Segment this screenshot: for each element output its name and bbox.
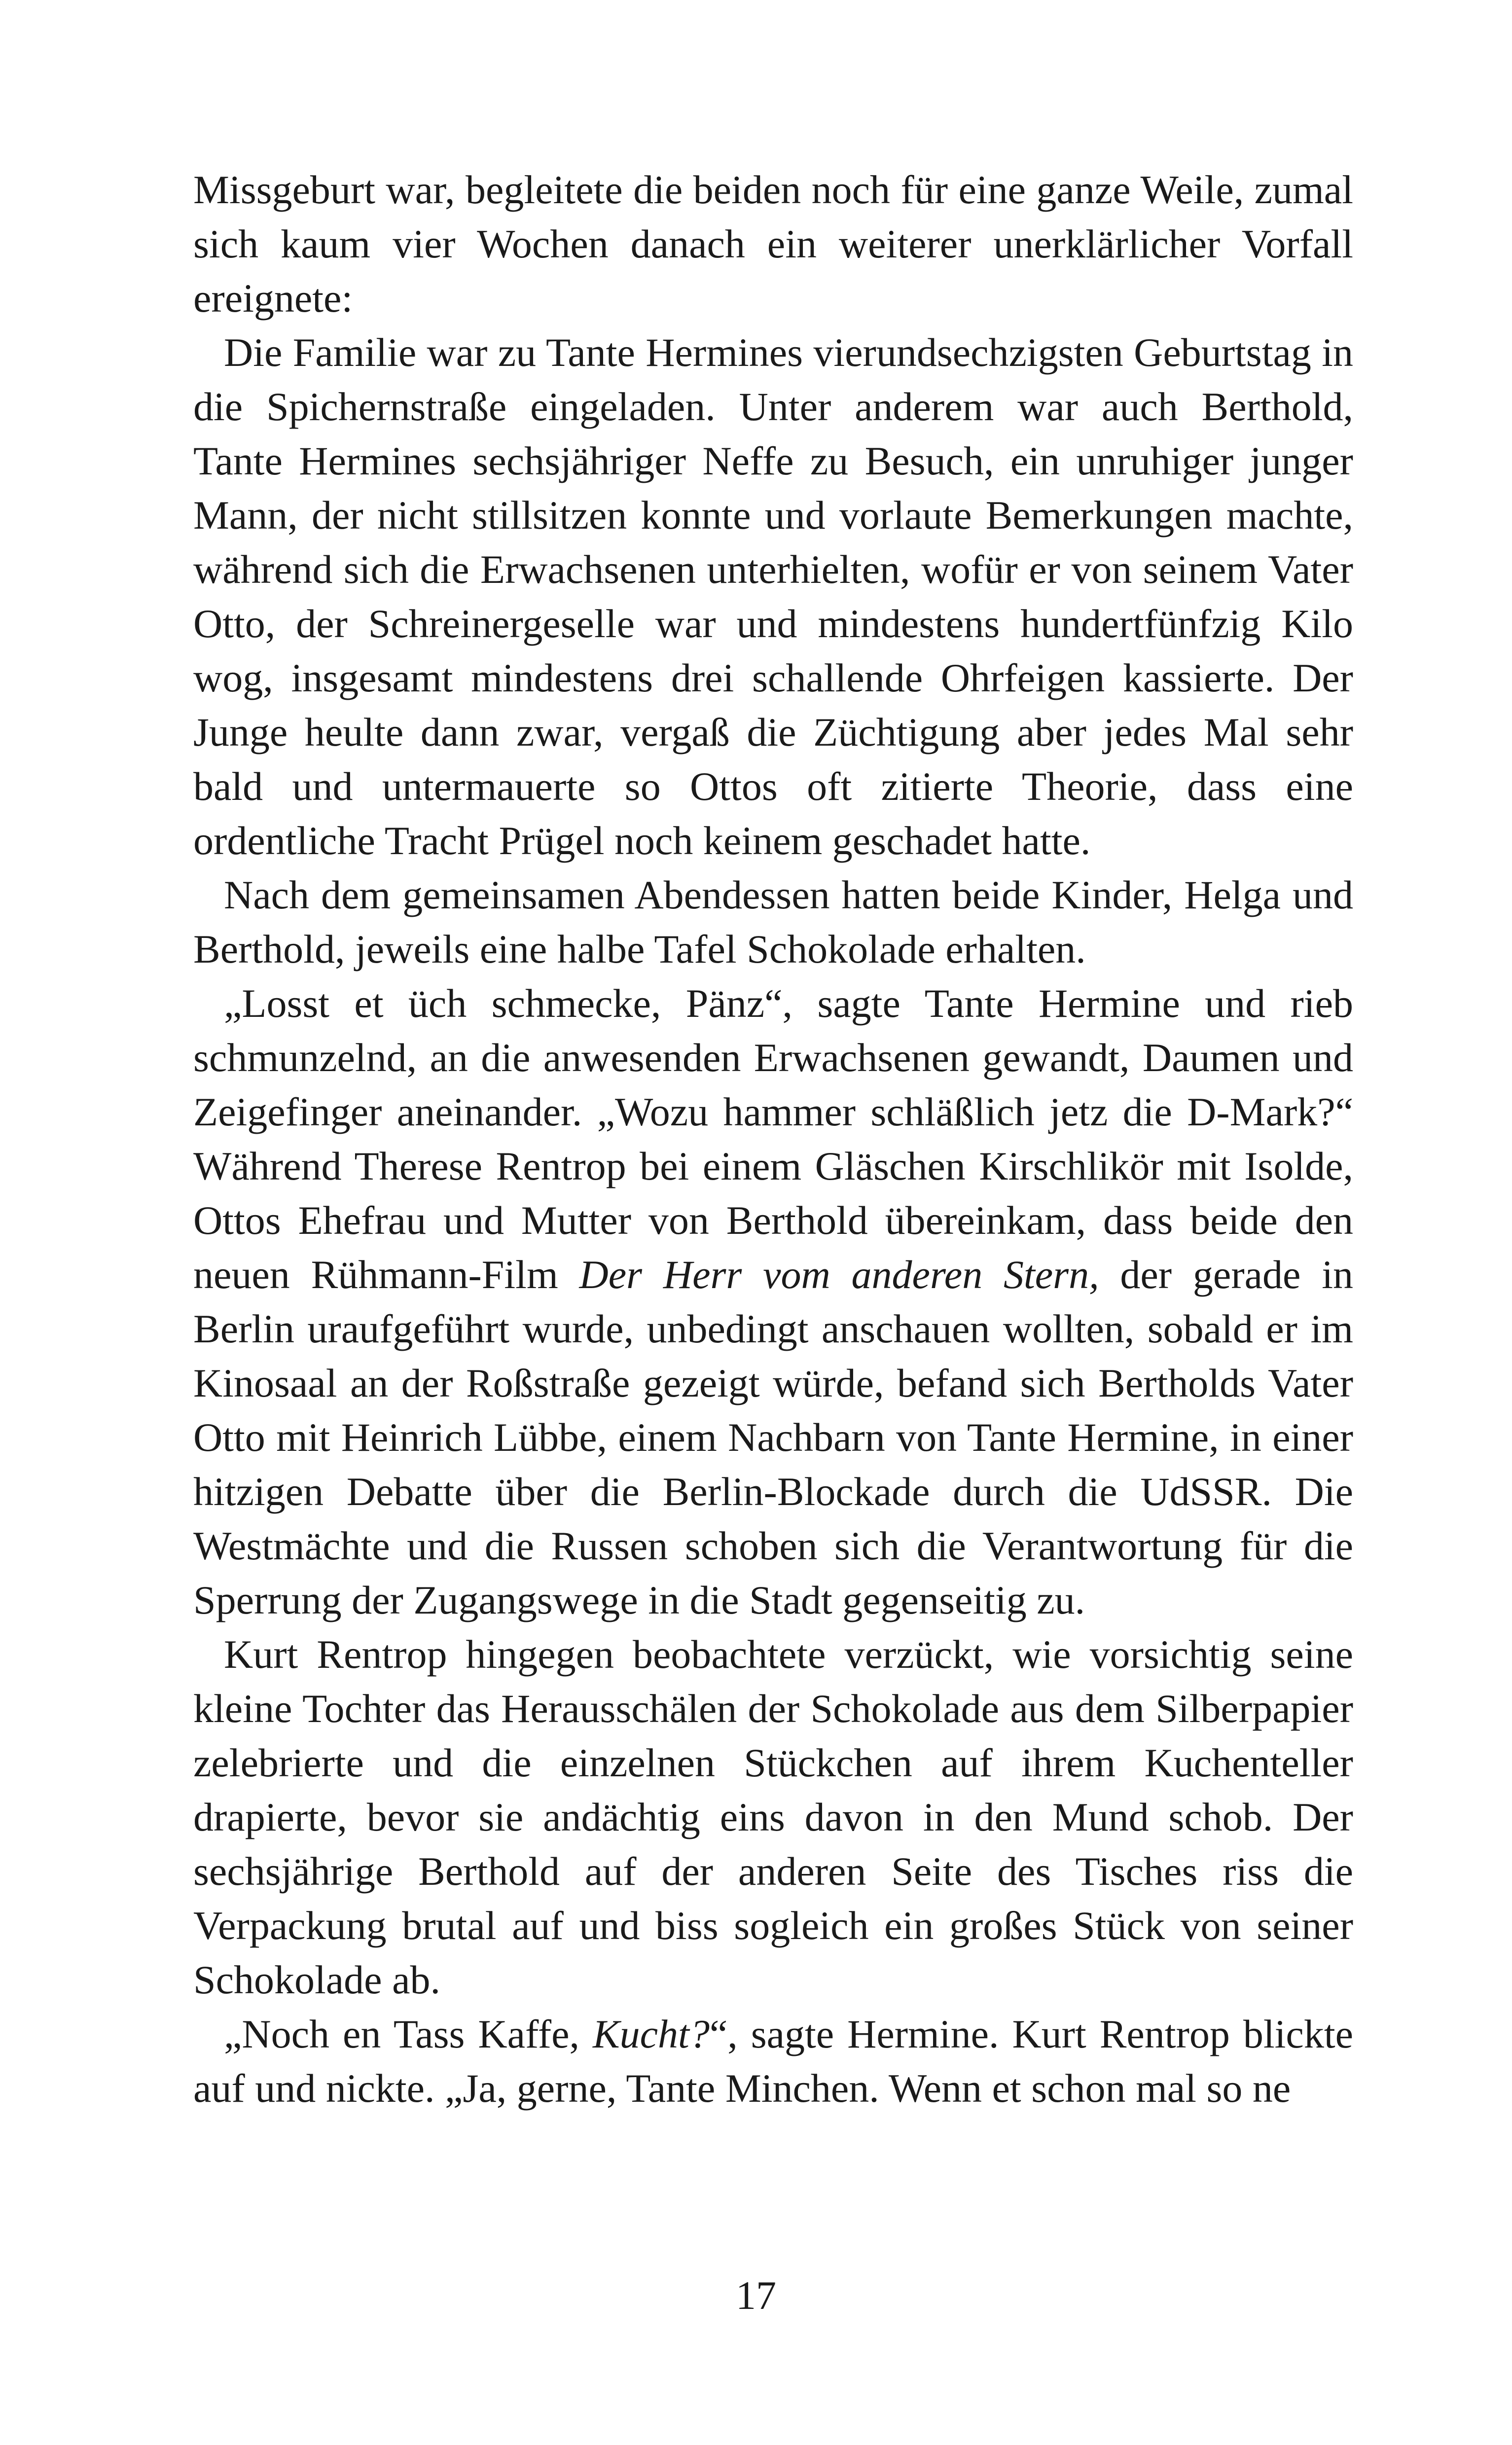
paragraph	[193, 1627, 1353, 2007]
paragraph-text: „Noch en Tass Kaffe,	[224, 2012, 593, 2056]
paragraph-text: Missgeburt war, begleitete die beiden noch für eine ganze Weile, zumal sich kaum vier Wochen danach ein weiterer unerklärlicher Vorfall ereignete:	[193, 167, 1353, 321]
paragraph-text: der gerade in Berlin uraufgeführt wurde, unbedingt anschauen wollten, sobald er im Kinosaal an der Roßstraße gezeigt würde, befand sich Bertholds Vater Otto mit Heinrich Lübbe, einem Nachbarn von Tante Hermine, in einer hitzigen Debatte über die Berlin-Blockade durch die UdSSR. Die Westmächte und die Russen schoben sich die Verantwortung für die Sperrung der Zugangswege in die Stadt gegenseitig zu.	[193, 1252, 1354, 1622]
body-text	[193, 163, 1353, 2116]
paragraph-text: Nach dem gemeinsamen Abendessen hatten beide Kinder, Helga und Berthold, jeweils eine halbe Tafel Schokolade erhalten.	[193, 872, 1353, 971]
paragraph	[193, 163, 1353, 325]
paragraph-text: Die Familie war zu Tante Hermines vierundsechzigsten Geburtstag in die Spichernstraße eingeladen. Unter anderem war auch Berthold, Tante Hermines sechsjähriger Neffe zu Besuch, ein unruhiger junger Mann, der nicht stillsitzen konnte und vorlaute Bemerkungen machte, während sich die Erwachsenen unterhielten, wofür er von seinem Vater Otto, der Schreinergeselle war und mindestens hundertfünfzig Kilo wog, insgesamt mindestens drei schallende Ohrfeigen kassierte. Der Junge heulte dann zwar, vergaß die Züchtigung aber jedes Mal sehr bald und untermauerte so Ottos oft zitierte Theorie, dass eine ordentliche Tracht Prügel noch keinem geschadet hatte.	[193, 330, 1353, 863]
page-number: 17	[736, 2273, 776, 2318]
paragraph-text: “, sagte Hermine. Kurt Rentrop blickte auf und nickte. „Ja, gerne, Tante Minchen. Wenn et schon mal so ne	[193, 2012, 1353, 2111]
paragraph	[193, 325, 1353, 868]
paragraph-text: „Losst et üch schmecke, Pänz“, sagte Tante Hermine und rieb schmunzelnd, an die anwesenden Erwachsenen gewandt, Daumen und Zeigefinger aneinander. „Wozu hammer schläßlich jetz die D-Mark?“ Während Therese Rentrop bei einem Gläschen Kirschlikör mit Isolde, Ottos Ehefrau und Mutter von Berthold übereinkam, dass beide den neuen Rühmann-Film	[193, 981, 1353, 1297]
dialect-word: Kucht?	[592, 2012, 710, 2056]
paragraph	[193, 976, 1353, 1627]
film-title: Der Herr vom anderen Stern,	[579, 1252, 1099, 1297]
paragraph	[193, 868, 1353, 976]
paragraph-text: Kurt Rentrop hingegen beobachtete verzückt, wie vorsichtig seine kleine Tochter das Herausschälen der Schokolade aus dem Silberpapier zelebrierte und die einzelnen Stückchen auf ihrem Kuchenteller drapierte, bevor sie andächtig eins davon in den Mund schob. Der sechsjährige Berthold auf der anderen Seite des Tisches riss die Verpackung brutal auf und biss sogleich ein großes Stück von seiner Schokolade ab.	[193, 1632, 1353, 2002]
paragraph	[193, 2007, 1353, 2116]
